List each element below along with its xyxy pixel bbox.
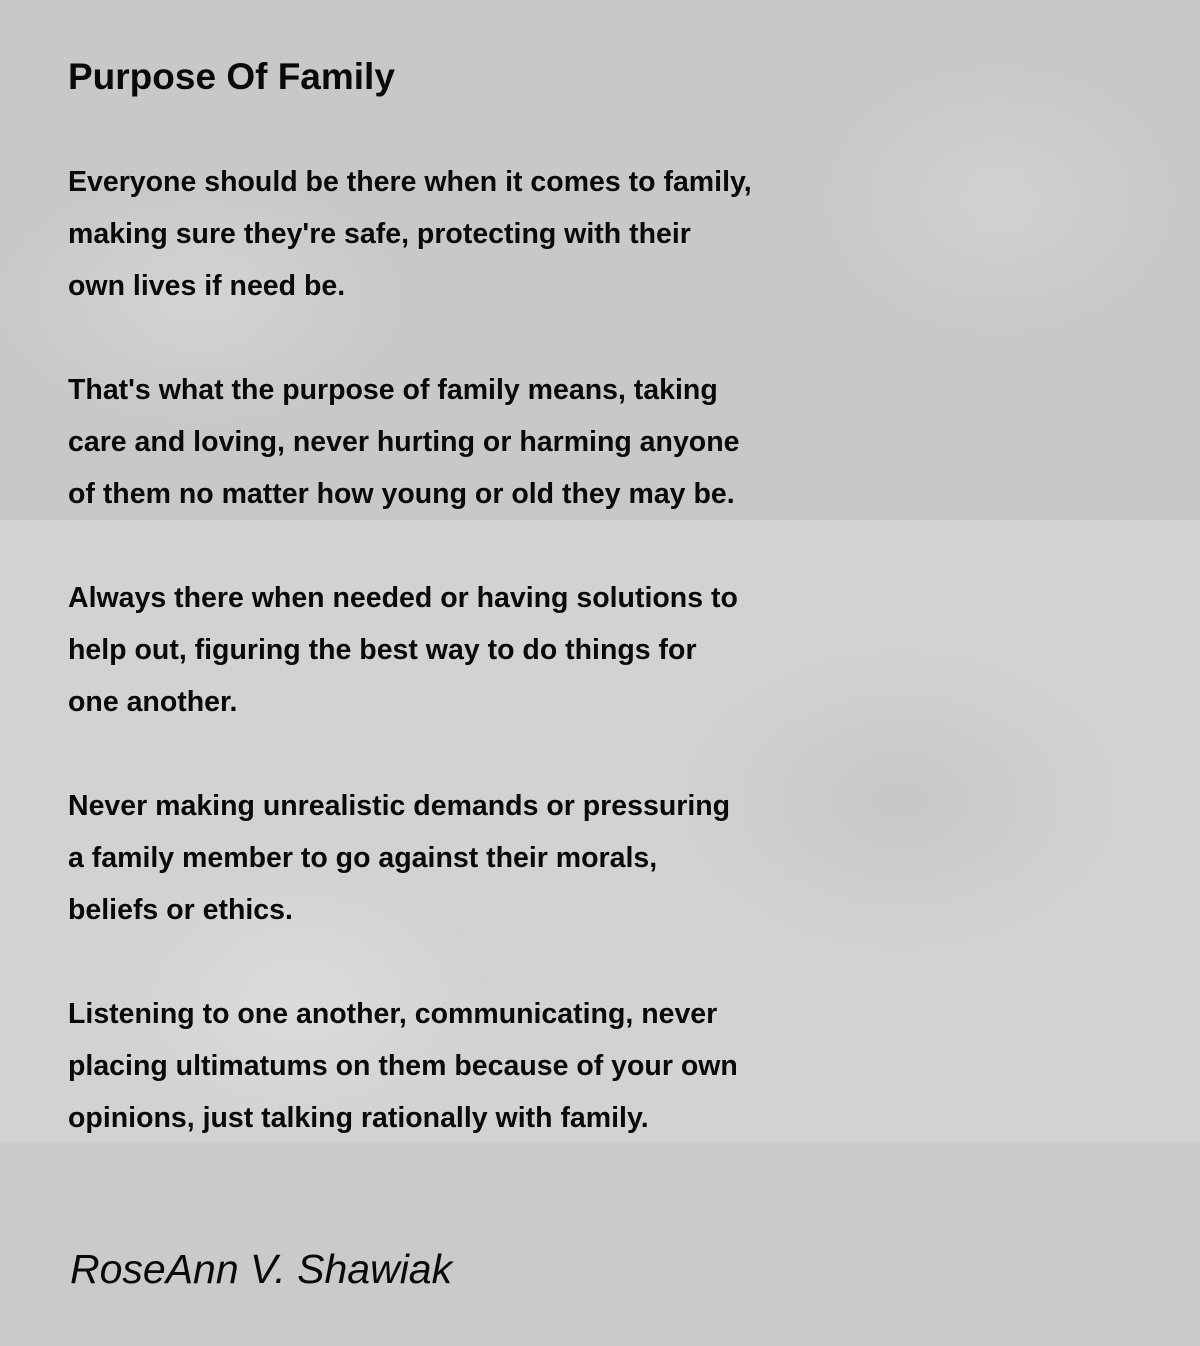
poem-author: RoseAnn V. Shawiak xyxy=(70,1246,453,1292)
poem-line: placing ultimatums on them because of your own xyxy=(68,1050,738,1082)
poem-line: a family member to go against their morals, xyxy=(68,842,658,874)
poem-line: Listening to one another, communicating, never xyxy=(68,998,718,1030)
stanza xyxy=(68,780,752,936)
poem-line: help out, figuring the best way to do things for xyxy=(68,634,697,666)
poem-line: That's what the purpose of family means, taking xyxy=(68,374,718,406)
poem-line: Always there when needed or having solutions to xyxy=(68,582,738,614)
stanza xyxy=(68,572,752,728)
poem-line: Never making unrealistic demands or pressuring xyxy=(68,790,731,822)
poem-body xyxy=(68,156,752,1196)
poem-line: Everyone should be there when it comes to family, xyxy=(68,166,752,198)
poem-line: making sure they're safe, protecting with their xyxy=(68,218,691,250)
poem-title: Purpose Of Family xyxy=(68,56,395,97)
stanza xyxy=(68,988,752,1144)
poem-line: beliefs or ethics. xyxy=(68,894,293,926)
poem-line: opinions, just talking rationally with family. xyxy=(68,1102,649,1134)
poem-line: own lives if need be. xyxy=(68,270,346,302)
poem-line: care and loving, never hurting or harming anyone xyxy=(68,426,740,458)
stanza xyxy=(68,364,752,520)
poem-line: of them no matter how young or old they may be. xyxy=(68,478,735,510)
stanza xyxy=(68,156,752,312)
poem-line: one another. xyxy=(68,686,238,718)
